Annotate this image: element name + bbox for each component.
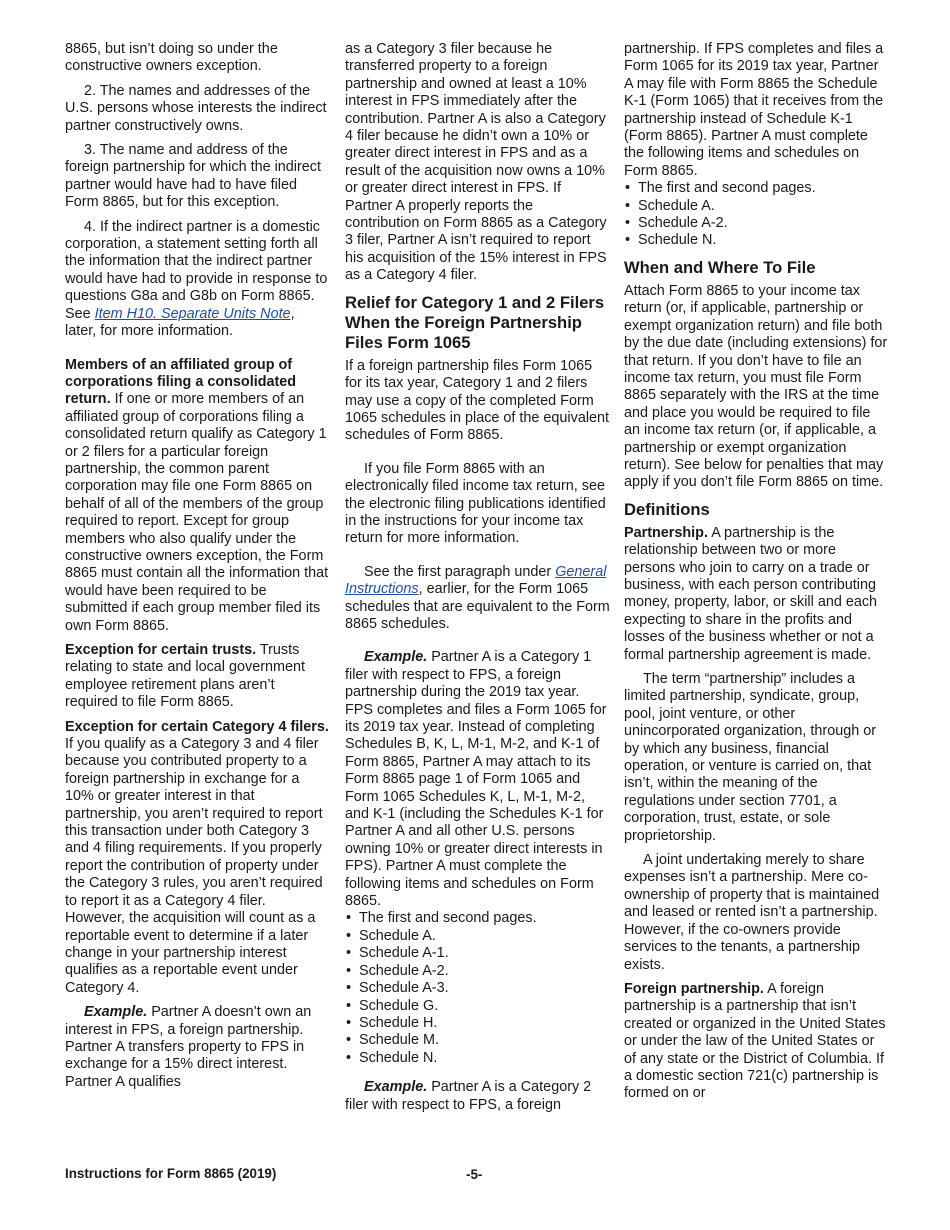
list-item: • Schedule A. <box>345 928 610 945</box>
run-in-heading: Members of an affiliated group of corporations filing a consolidated return. <box>65 356 297 408</box>
link-item-h10[interactable]: Item H10. Separate Units Note <box>94 305 291 322</box>
foreign-partnership-paragraph: Foreign partnership. A foreign partnership is a partnership that isn’t created or organized in the United States or under the law of the United States or of any state or the District of Columbia. If a domestic section 721(c) partnership is formed on or <box>624 980 886 1102</box>
run-in-heading: Exception for certain Category 4 filers. <box>65 718 329 735</box>
column-1 <box>65 41 329 1098</box>
partnership-paragraph: Partnership. A partnership is the relationship between two or more persons who join to carry on a trade or business, with each person contributing money, property, labor, or skill and each expecting to share in the profits and losses of the business whether or not a formal partnership agreement is made. <box>624 524 878 663</box>
list-item-4: 4. If the indirect partner is a domestic corporation, a statement setting forth all the information that the indirect partner would have had to provide in response to questions G8a and G8b on Form 8865. See Item H10. Separate Units Note, later, for more information. <box>65 218 328 340</box>
page-number: -5- <box>466 1167 483 1182</box>
run-in-heading: Foreign partnership. <box>624 980 764 997</box>
list-item: • The first and second pages. <box>624 180 889 197</box>
paragraph: If a foreign partnership files Form 1065 for its tax year, Category 1 and 2 filers may use a copy of the completed Form 1065 schedules in place of the equivalent schedules of Form 8865. <box>345 357 610 444</box>
paragraph: partnership. If FPS completes and files a Form 1065 for its 2019 tax year, Partner A may file with Form 8865 the Schedule K-1 (Form 1065) that it receives from the partnership instead of Schedule K-1 (Form 8865). Partner A must complete the following items and schedules on Form 8865. <box>624 41 884 179</box>
trusts-paragraph: Exception for certain trusts. Trusts relating to state and local government employee retirement plans aren’t required to file Form 8865. <box>65 642 305 711</box>
list-item: • Schedule A-1. <box>345 945 610 962</box>
column-2 <box>345 41 610 1121</box>
example-paragraph: Example. Partner A doesn’t own an interest in FPS, a foreign partnership. Partner A transfers property to FPS in exchange for a 15% direct interest. Partner A qualifies <box>65 1004 312 1090</box>
list-item: • Schedule A. <box>624 198 889 215</box>
section-heading: Definitions <box>624 499 710 519</box>
list-item-2: 2. The names and addresses of the U.S. persons whose interests the indirect partner constructively owns. <box>65 82 327 134</box>
paragraph: 8865, but isn’t doing so under the constructive owners exception. <box>65 41 278 75</box>
paragraph: Attach Form 8865 to your income tax return (or, if applicable, partnership or exempt organization return) and file both by the due date (including extensions) for that return. If you don’t have to file an income tax return, you must file Form 8865 separately with the IRS at the time and place you would be required to file an income tax return (or, if applicable, a partnership or exempt organization return). See below for penalties that may apply if you don’t file Form 8865 on time. <box>624 282 888 491</box>
list-item: • Schedule M. <box>345 1032 610 1049</box>
section-heading: When and Where To File <box>624 257 816 277</box>
list-item: • Schedule A-2. <box>345 963 610 980</box>
example-label: Example. <box>364 1079 428 1096</box>
list-item: • Schedule N. <box>624 232 889 249</box>
paragraph: The term “partnership” includes a limited partnership, syndicate, group, pool, joint venture, or other unincorporated organization, through or by which any business, financial operation, or venture is carried on, that isn’t, within the meaning of the regulations under section 7701, a corporation, trust, estate, or sole proprietorship. <box>624 671 877 844</box>
schedule-list <box>624 180 889 250</box>
list-item: • Schedule G. <box>345 998 610 1015</box>
link-general-instructions[interactable]: General Instructions <box>345 563 607 598</box>
column-3 <box>624 41 889 1110</box>
paragraph: as a Category 3 filer because he transferred property to a foreign partnership and owned at least a 10% interest in FPS immediately after the contribution. Partner A is also a Category 4 filer because he didn’t own a 10% or greater direct interest in FPS and as a result of the acquisition now owns a 10% or greater direct interest in FPS. If Partner A properly reports the contribution on Form 8865 as a Category 3 filer, Partner A isn’t required to report his acquisition of the 15% interest in FPS as a Category 4 filer. <box>345 41 607 284</box>
footer-form-title: Instructions for Form 8865 (2019) <box>65 1166 277 1181</box>
paragraph: See the first paragraph under General Instructions, earlier, for the Form 1065 schedules that are equivalent to the Form 8865 schedules. <box>345 563 610 632</box>
affiliated-group-paragraph: Members of an affiliated group of corporations filing a consolidated return. If one or more members of an affiliated group of corporations filing a consolidated return qualify as Category 1 or 2 filers for a particular foreign partnership, the common parent corporation may file one Form 8865 on behalf of all of the members of the group required to report. Except for group members who also qualify under the constructive owners exception, the Form 8865 must contain all the information that would have been required to be submitted if each group member filed its own Form 8865. <box>65 356 329 634</box>
run-in-heading: Exception for certain trusts. <box>65 642 257 658</box>
section-heading: Relief for Category 1 and 2 Filers When the Foreign Partnership Files Form 1065 <box>345 292 605 352</box>
paragraph: A joint undertaking merely to share expenses isn’t a partnership. Mere co-ownership of property that is maintained and leased or rented isn’t a partnership. However, if the co-owners provide services to the tenants, a partnership exists. <box>624 852 880 973</box>
list-item: • Schedule A-3. <box>345 980 610 997</box>
run-in-heading: Partnership. <box>624 524 708 541</box>
list-item: • Schedule H. <box>345 1015 610 1032</box>
example-label: Example. <box>84 1004 148 1021</box>
schedule-list <box>345 910 610 1067</box>
list-item: • Schedule A-2. <box>624 215 889 232</box>
category4-paragraph: Exception for certain Category 4 filers. If you qualify as a Category 3 and 4 filer because you contributed property to a foreign partnership in exchange for a 10% or greater interest in that partnership, you aren’t required to report this transaction under both Category 3 and 4 filing requirements. If you properly report the contribution of property under the Category 3 rules, you aren’t required to report it as a Category 4 filer. However, the acquisition will count as a reportable event to determine if a later change in your partnership interest qualifies as a reportable event under Category 4. <box>65 718 329 996</box>
list-item: • The first and second pages. <box>345 910 610 927</box>
example-paragraph: Example. Partner A is a Category 1 filer with respect to FPS, a foreign partnership during the 2019 tax year. FPS completes and files a Form 1065 for its 2019 tax year. Instead of completing Schedules B, K, L, M-1, M-2, and K-1 of Form 8865, Partner A may attach to its Form 8865 page 1 of Form 1065 and Form 1065 Schedules K, L, M-1, M-2, and K-1 (including the Schedules K-1 for Partner A and all other U.S. persons owning 10% or greater direct interests in FPS). Partner A must complete the following items and schedules on Form 8865. <box>345 649 607 910</box>
list-item-3: 3. The name and address of the foreign partnership for which the indirect partner would have had to have filed Form 8865, but for this exception. <box>65 142 321 211</box>
example-label: Example. <box>364 649 428 666</box>
paragraph: If you file Form 8865 with an electronically filed income tax return, see the electronic filing publications identified in the instructions for your income tax return for more information. <box>345 460 606 547</box>
example-paragraph: Example. Partner A is a Category 2 filer with respect to FPS, a foreign <box>345 1079 592 1113</box>
list-item: • Schedule N. <box>345 1050 610 1067</box>
